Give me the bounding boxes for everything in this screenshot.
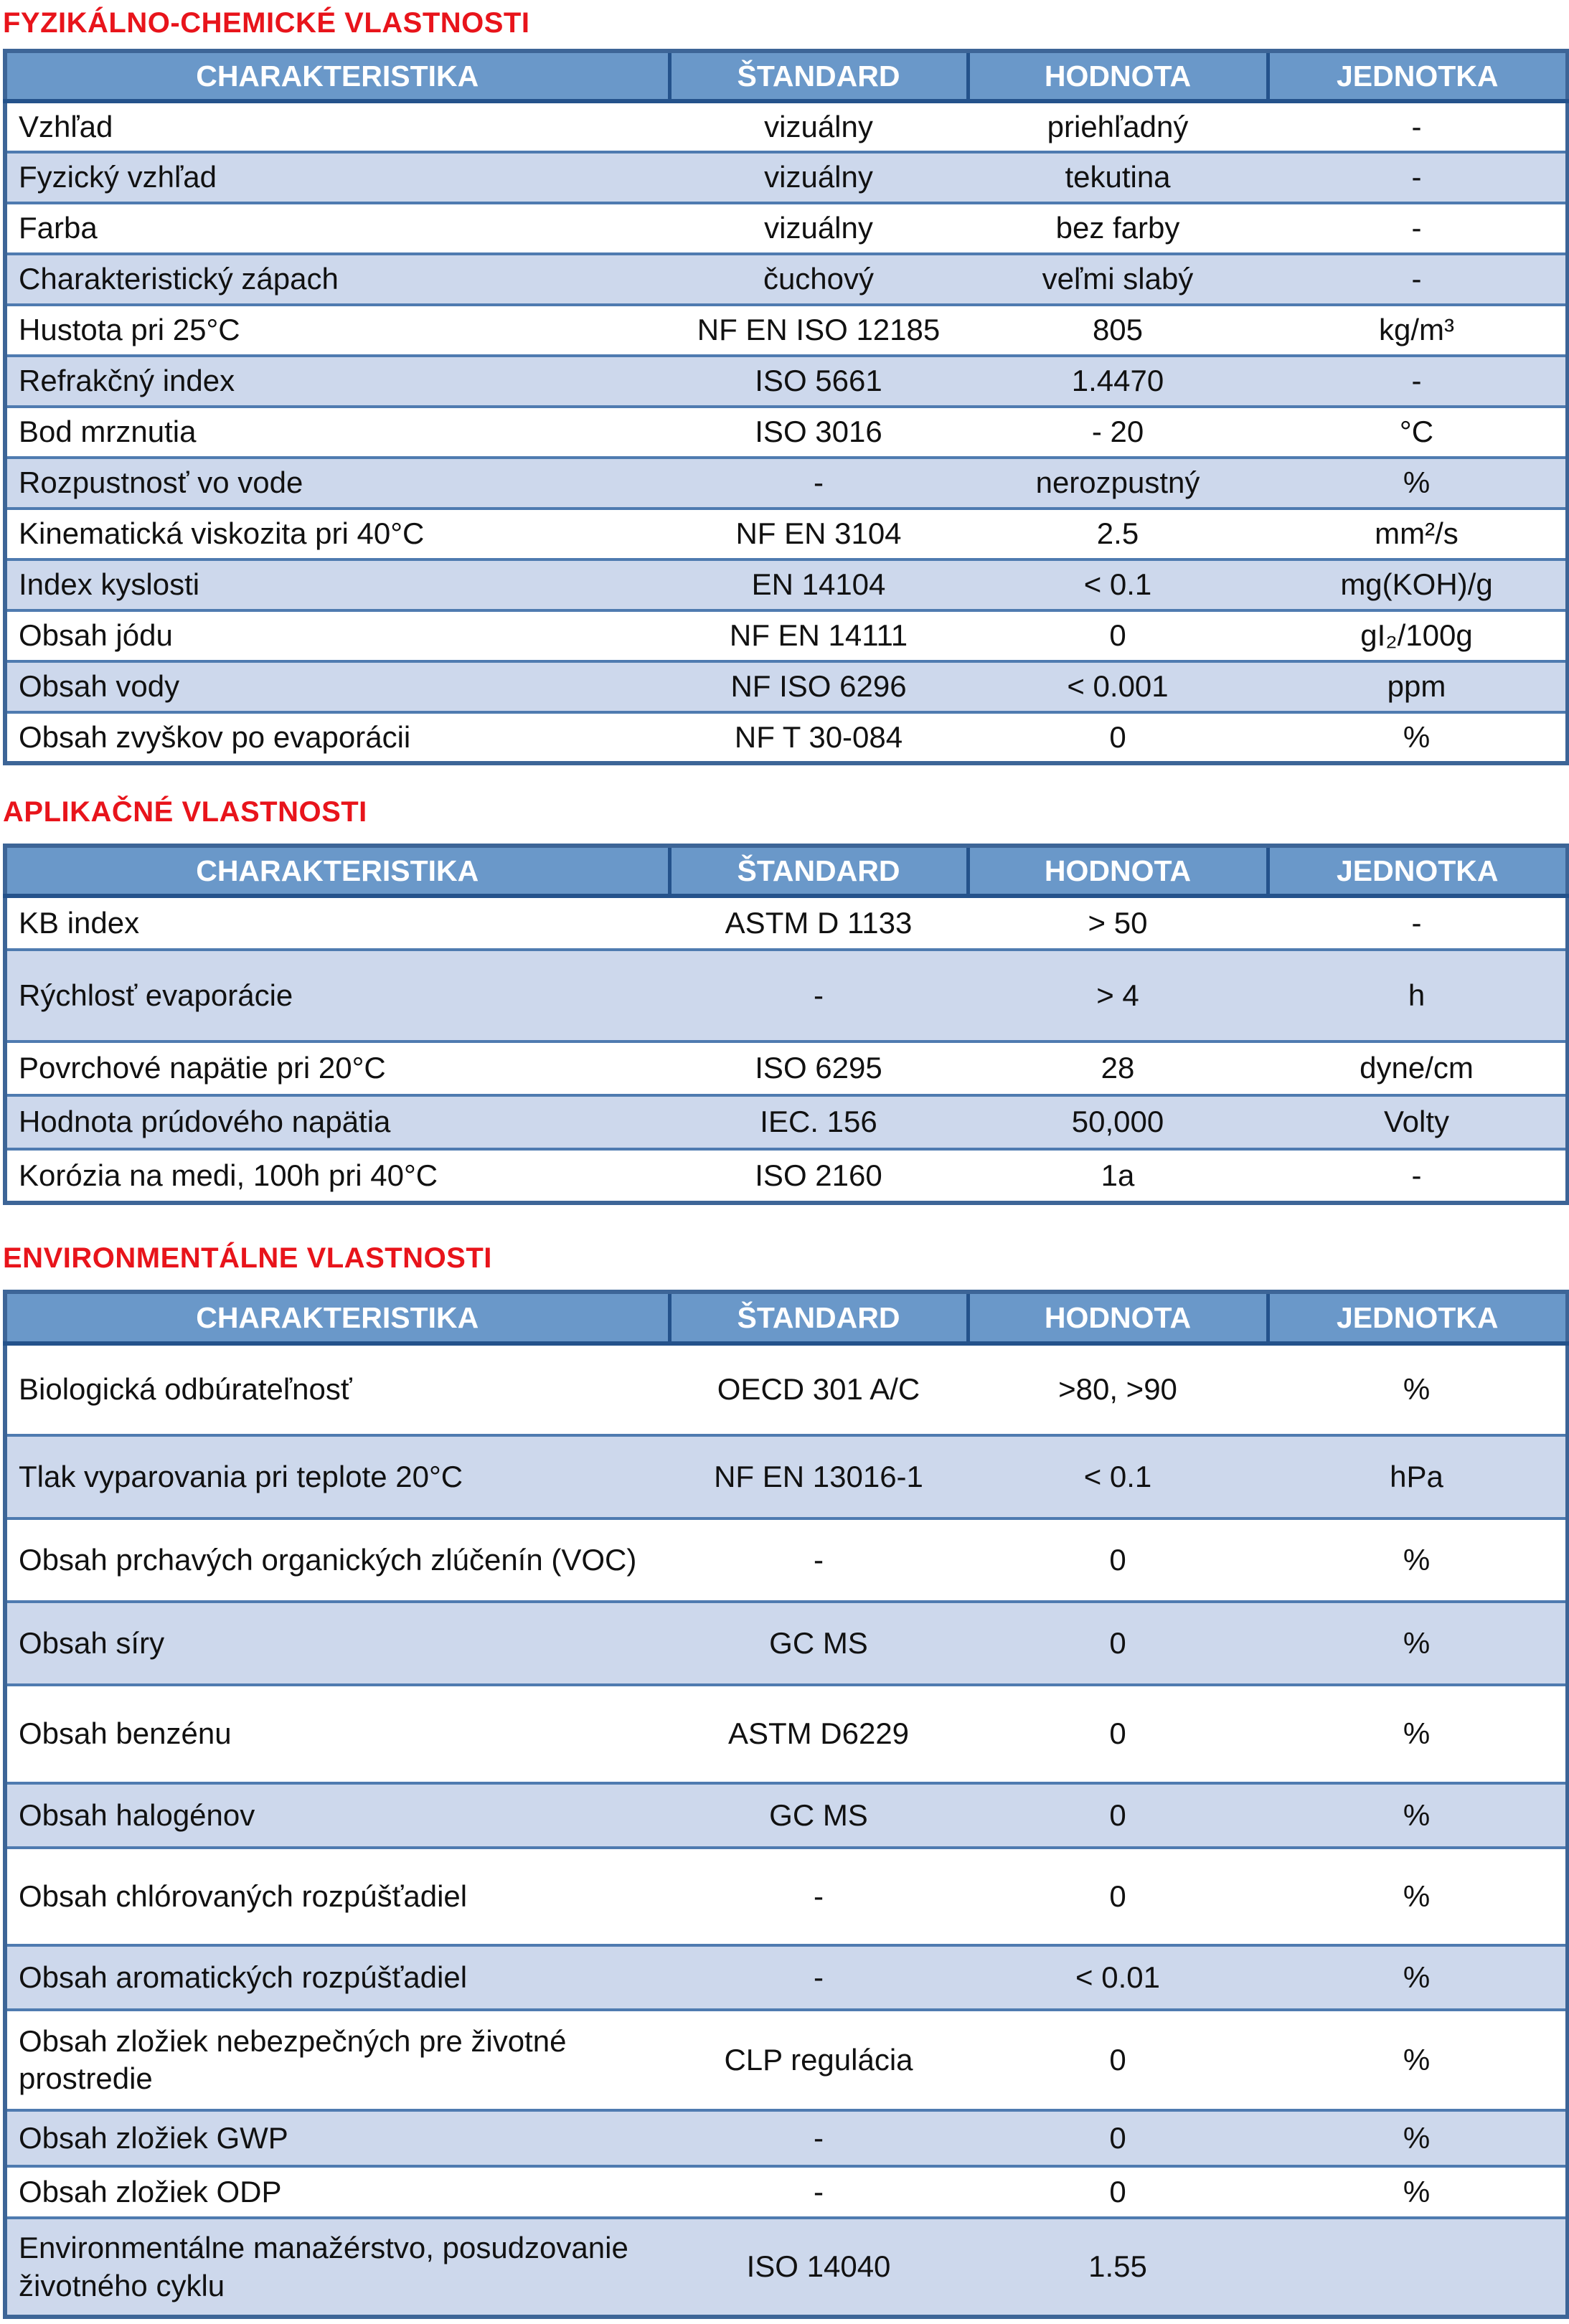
cell-unit: gI₂/100g [1268, 610, 1568, 661]
cell-standard: - [669, 2110, 968, 2166]
cell-characteristic: Obsah aromatických rozpúšťadiel [5, 1945, 669, 2010]
cell-value: > 4 [968, 950, 1268, 1041]
table-row [5, 1685, 1568, 1783]
cell-unit: % [1268, 2010, 1568, 2110]
physicochemical-properties-table [3, 49, 1569, 765]
table-row [5, 2218, 1568, 2317]
cell-characteristic: KB index [5, 896, 669, 950]
cell-unit: % [1268, 2110, 1568, 2166]
cell-characteristic: Obsah benzénu [5, 1685, 669, 1783]
cell-unit: - [1268, 356, 1568, 407]
cell-characteristic: Obsah síry [5, 1602, 669, 1685]
table-row [5, 1518, 1568, 1602]
header-value: HODNOTA [968, 1292, 1268, 1343]
cell-value: 0 [968, 712, 1268, 763]
cell-unit: % [1268, 712, 1568, 763]
cell-unit: Volty [1268, 1095, 1568, 1149]
table-row [5, 1343, 1568, 1435]
cell-value: 50,000 [968, 1095, 1268, 1149]
cell-standard: NF EN ISO 12185 [669, 305, 968, 356]
table-row [5, 896, 1568, 950]
table-row [5, 509, 1568, 559]
table-row [5, 356, 1568, 407]
cell-standard: - [669, 1518, 968, 1602]
table-row [5, 254, 1568, 305]
cell-standard: - [669, 950, 968, 1041]
table-row [5, 101, 1568, 152]
cell-characteristic: Environmentálne manažérstvo, posudzovanie životného cyklu [5, 2218, 669, 2317]
cell-value: < 0.1 [968, 1435, 1268, 1518]
table-row [5, 610, 1568, 661]
table-row [5, 2010, 1568, 2110]
section-title-application: APLIKAČNÉ VLASTNOSTI [3, 796, 367, 828]
cell-standard: ISO 3016 [669, 407, 968, 458]
cell-unit: % [1268, 1518, 1568, 1602]
cell-value: 1.4470 [968, 356, 1268, 407]
cell-unit [1268, 2218, 1568, 2317]
cell-value: 2.5 [968, 509, 1268, 559]
cell-characteristic: Index kyslosti [5, 559, 669, 610]
cell-standard: vizuálny [669, 203, 968, 254]
cell-unit: - [1268, 203, 1568, 254]
cell-characteristic: Obsah zvyškov po evaporácii [5, 712, 669, 763]
table-row [5, 305, 1568, 356]
cell-unit: °C [1268, 407, 1568, 458]
cell-value: veľmi slabý [968, 254, 1268, 305]
cell-standard: - [669, 1945, 968, 2010]
cell-value: 0 [968, 1783, 1268, 1848]
cell-value: 0 [968, 2010, 1268, 2110]
cell-standard: CLP regulácia [669, 2010, 968, 2110]
cell-characteristic: Rozpustnosť vo vode [5, 458, 669, 509]
table-row [5, 2110, 1568, 2166]
cell-standard: - [669, 1848, 968, 1945]
table-row [5, 2166, 1568, 2218]
cell-unit: % [1268, 1685, 1568, 1783]
cell-standard: OECD 301 A/C [669, 1343, 968, 1435]
cell-standard: vizuálny [669, 152, 968, 203]
table-row [5, 950, 1568, 1041]
table-row [5, 152, 1568, 203]
cell-value: 0 [968, 1518, 1268, 1602]
cell-unit: mg(KOH)/g [1268, 559, 1568, 610]
table-row [5, 712, 1568, 763]
cell-unit: kg/m³ [1268, 305, 1568, 356]
cell-characteristic: Refrakčný index [5, 356, 669, 407]
cell-characteristic: Charakteristický zápach [5, 254, 669, 305]
table-row [5, 1149, 1568, 1203]
cell-value: 805 [968, 305, 1268, 356]
cell-unit: - [1268, 1149, 1568, 1203]
cell-value: 1.55 [968, 2218, 1268, 2317]
cell-characteristic: Korózia na medi, 100h pri 40°C [5, 1149, 669, 1203]
cell-unit: % [1268, 1343, 1568, 1435]
cell-characteristic: Obsah prchavých organických zlúčenín (VOC) [5, 1518, 669, 1602]
application-properties-table [3, 844, 1569, 1205]
cell-standard: NF T 30-084 [669, 712, 968, 763]
cell-value: 28 [968, 1041, 1268, 1095]
cell-characteristic: Hustota pri 25°C [5, 305, 669, 356]
cell-value: - 20 [968, 407, 1268, 458]
cell-characteristic: Kinematická viskozita pri 40°C [5, 509, 669, 559]
cell-characteristic: Hodnota prúdového napätia [5, 1095, 669, 1149]
cell-standard: čuchový [669, 254, 968, 305]
cell-value: 0 [968, 1848, 1268, 1945]
cell-standard: ASTM D6229 [669, 1685, 968, 1783]
cell-standard: GC MS [669, 1602, 968, 1685]
header-characteristic: CHARAKTERISTIKA [5, 846, 669, 896]
table-row [5, 1041, 1568, 1095]
cell-characteristic: Obsah zložiek GWP [5, 2110, 669, 2166]
header-unit: JEDNOTKA [1268, 51, 1568, 101]
table-row [5, 1783, 1568, 1848]
header-characteristic: CHARAKTERISTIKA [5, 51, 669, 101]
cell-value: tekutina [968, 152, 1268, 203]
cell-unit: % [1268, 458, 1568, 509]
cell-standard: NF EN 3104 [669, 509, 968, 559]
cell-standard: NF ISO 6296 [669, 661, 968, 712]
cell-standard: vizuálny [669, 101, 968, 152]
cell-standard: - [669, 458, 968, 509]
cell-unit: % [1268, 2166, 1568, 2218]
cell-unit: % [1268, 1602, 1568, 1685]
header-standard: ŠTANDARD [669, 1292, 968, 1343]
table-row [5, 407, 1568, 458]
header-standard: ŠTANDARD [669, 846, 968, 896]
cell-unit: mm²/s [1268, 509, 1568, 559]
header-row [5, 1292, 1568, 1343]
cell-value: < 0.01 [968, 1945, 1268, 2010]
section-title-environmental: ENVIRONMENTÁLNE VLASTNOSTI [3, 1242, 492, 1274]
section-title-physicochemical: FYZIKÁLNO-CHEMICKÉ VLASTNOSTI [3, 7, 530, 39]
cell-value: 1a [968, 1149, 1268, 1203]
cell-standard: IEC. 156 [669, 1095, 968, 1149]
cell-value: nerozpustný [968, 458, 1268, 509]
table-row [5, 1435, 1568, 1518]
environmental-properties-table [3, 1290, 1569, 2319]
cell-standard: ISO 14040 [669, 2218, 968, 2317]
cell-value: 0 [968, 2110, 1268, 2166]
cell-value: < 0.1 [968, 559, 1268, 610]
cell-unit: % [1268, 1848, 1568, 1945]
cell-standard: NF EN 14111 [669, 610, 968, 661]
cell-value: priehľadný [968, 101, 1268, 152]
cell-value: >80, >90 [968, 1343, 1268, 1435]
cell-standard: GC MS [669, 1783, 968, 1848]
cell-unit: dyne/cm [1268, 1041, 1568, 1095]
cell-unit: - [1268, 152, 1568, 203]
cell-characteristic: Obsah jódu [5, 610, 669, 661]
header-row [5, 51, 1568, 101]
cell-characteristic: Povrchové napätie pri 20°C [5, 1041, 669, 1095]
cell-unit: - [1268, 896, 1568, 950]
cell-standard: ASTM D 1133 [669, 896, 968, 950]
table-row [5, 661, 1568, 712]
cell-value: 0 [968, 610, 1268, 661]
cell-standard: ISO 2160 [669, 1149, 968, 1203]
cell-characteristic: Obsah vody [5, 661, 669, 712]
cell-unit: h [1268, 950, 1568, 1041]
cell-standard: EN 14104 [669, 559, 968, 610]
cell-characteristic: Fyzický vzhľad [5, 152, 669, 203]
header-value: HODNOTA [968, 846, 1268, 896]
table-row [5, 1945, 1568, 2010]
table-row [5, 1095, 1568, 1149]
cell-value: 0 [968, 2166, 1268, 2218]
cell-unit: hPa [1268, 1435, 1568, 1518]
cell-unit: - [1268, 101, 1568, 152]
table-row [5, 559, 1568, 610]
cell-characteristic: Tlak vyparovania pri teplote 20°C [5, 1435, 669, 1518]
cell-characteristic: Vzhľad [5, 101, 669, 152]
cell-characteristic: Obsah chlórovaných rozpúšťadiel [5, 1848, 669, 1945]
cell-characteristic: Obsah zložiek ODP [5, 2166, 669, 2218]
table-row [5, 203, 1568, 254]
header-characteristic: CHARAKTERISTIKA [5, 1292, 669, 1343]
header-row [5, 846, 1568, 896]
cell-standard: - [669, 2166, 968, 2218]
cell-unit: - [1268, 254, 1568, 305]
cell-characteristic: Rýchlosť evaporácie [5, 950, 669, 1041]
cell-characteristic: Obsah halogénov [5, 1783, 669, 1848]
cell-value: bez farby [968, 203, 1268, 254]
header-standard: ŠTANDARD [669, 51, 968, 101]
cell-characteristic: Biologická odbúrateľnosť [5, 1343, 669, 1435]
cell-standard: ISO 6295 [669, 1041, 968, 1095]
cell-value: > 50 [968, 896, 1268, 950]
cell-value: < 0.001 [968, 661, 1268, 712]
cell-standard: ISO 5661 [669, 356, 968, 407]
table-row [5, 1848, 1568, 1945]
header-unit: JEDNOTKA [1268, 1292, 1568, 1343]
cell-unit: ppm [1268, 661, 1568, 712]
cell-value: 0 [968, 1602, 1268, 1685]
table-row [5, 458, 1568, 509]
cell-characteristic: Bod mrznutia [5, 407, 669, 458]
cell-standard: NF EN 13016-1 [669, 1435, 968, 1518]
cell-characteristic: Farba [5, 203, 669, 254]
cell-unit: % [1268, 1783, 1568, 1848]
cell-characteristic: Obsah zložiek nebezpečných pre životné prostredie [5, 2010, 669, 2110]
cell-unit: % [1268, 1945, 1568, 2010]
header-value: HODNOTA [968, 51, 1268, 101]
header-unit: JEDNOTKA [1268, 846, 1568, 896]
table-row [5, 1602, 1568, 1685]
cell-value: 0 [968, 1685, 1268, 1783]
